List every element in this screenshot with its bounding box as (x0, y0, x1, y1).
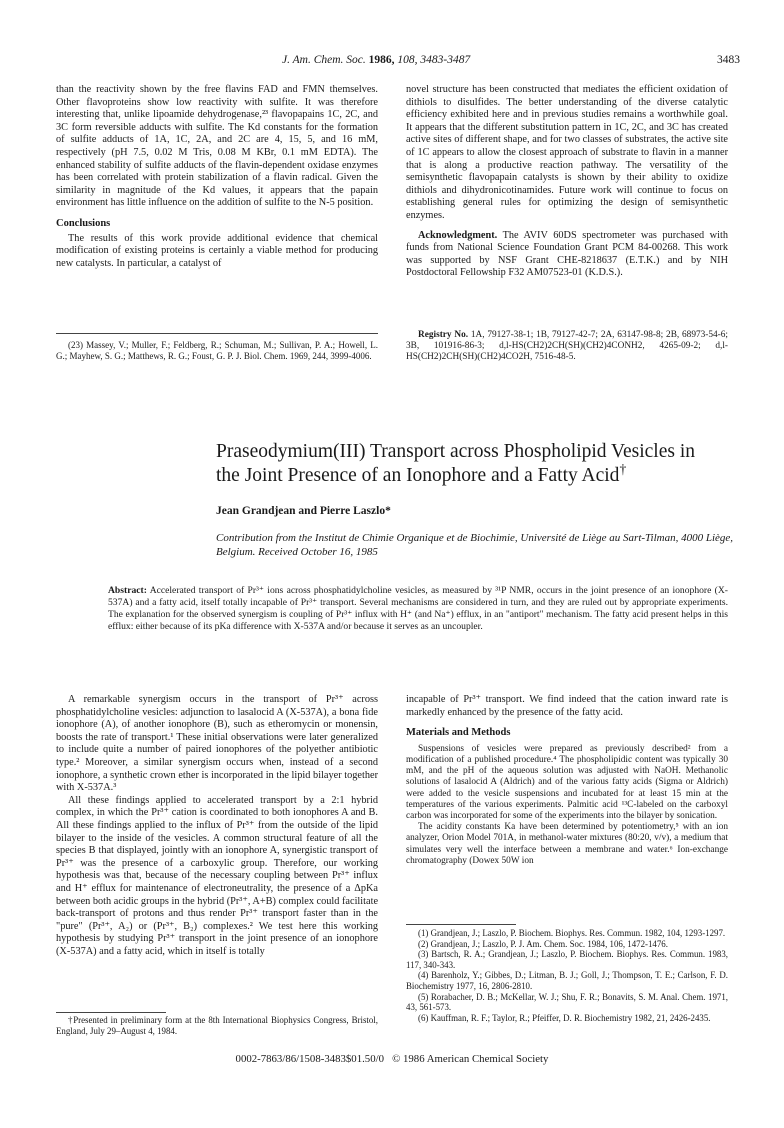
journal-citation: J. Am. Chem. Soc. 1986, 108, 3483-3487 (282, 54, 471, 66)
conclusions-paragraph: The results of this work provide additional evidence that chemical modification of existing proteins is certainly a viable method for producing new catalysts. In particular, a catalyst of (56, 232, 378, 269)
page-number: 3483 (717, 54, 740, 66)
reference-item: (3) Bartsch, R. A.; Grandjean, J.; Laszlo, P. Biochem. Biophys. Res. Commun. 1983, 117, 340-343. (406, 949, 728, 970)
affiliation: Contribution from the Institut de Chimie Organique et de Biochimie, Université de Liège au Sart-Tilman, 4000 Liège, Belgium. Received October 16, 1985 (216, 532, 734, 558)
registry-numbers: Registry No. 1A, 79127-38-1; 1B, 79127-42-7; 2A, 63147-98-8; 2B, 68973-54-6; 3B, 101916-86-3; d,l-HS(CH2)2CH(SH)(CH2)4CONH2, 4265-09-2; d,l-HS(CH2)2CH(SH)(CH2)4CO2H, 7516-48-5. (406, 330, 728, 363)
abstract: Abstract: Accelerated transport of Pr³⁺ ions across phosphatidylcholine vesicles, as measured by ³¹P NMR, occurs in the joint presence of an ionophore (X-537A) and a fatty acid, itself totally incapable of Pr³⁺ transport. Several mechanisms are considered in turn, and they are ruled out by appropriate experiments. The explanation for the observed synergism is coupling of Pr³⁺ influx with H⁺ (and Na⁺) efflux, in an "antiport" mechanism. The fatty acid present helps in this efflux: either because of its pKa difference with X-537A and/or because it serves as an uncoupler. (108, 585, 728, 632)
prev-article-paragraph-right: novel structure has been constructed that mediates the efficient oxidation of dithiols to disulfides. The better understanding of the diverse catalytic efficiency exhibited here and in previous studies remains a worthwhile goal. It appears that the different substitution pattern in 1C, 2C, and 3C has created active sites of different shape, and for two classes of substrates, the active site of 1C appears to allow the closest approach of substrate to flavin in a manner that is along a productive reaction pathway. The versatility of the semisynthetic flavopapain catalysts is shown by their ability to oxidize dithiols and dihydronicotinamides. Future work will continue to focus on establishing general rules for optimizing the design of semisynthetic enzymes. (406, 84, 728, 221)
authors: Jean Grandjean and Pierre Laszlo* (216, 505, 391, 517)
methods-text: Suspensions of vesicles were prepared as previously described² from a modification of a published procedure.⁴ The phospholipidic content was typically 30 mM, and the pH of the aqueous solution was adjusted with NaOH. Methanolic solutions of lasalocid A (Aldrich) and of the various fatty acids (Sigma or Aldrich) were added to the vesicle suspensions and incubated for at least 15 min at the temperatures of the various experiments. Palmitic acid ¹³C-labeled on the carboxyl carbon was incorporated for some of the experiments into the bilayer by sonication. The acidity constants Ka have been determined by potentiometry,⁵ with an ion analyzer, Orion Model 701A, in methanol-water mixtures (80:20, v/v), a medium that simulates very well the interface between a membrane and water.⁶ Ion-exchange chromatography (Dowex 50W ion (406, 743, 728, 866)
conclusions-heading: Conclusions (56, 217, 111, 229)
reference-item: (1) Grandjean, J.; Laszlo, P. Biochem. Biophys. Res. Commun. 1982, 104, 1293-1297. (418, 928, 726, 938)
dagger-footnote: †Presented in preliminary form at the 8th International Biophysics Congress, Bristol, England, July 29–August 4, 1984. (56, 1015, 378, 1036)
article-title: Praseodymium(III) Transport across Phospholipid Vesicles in the Joint Presence of an Ionophore and a Fatty Acid† (216, 441, 695, 486)
abstract-label: Abstract: (108, 585, 147, 596)
body-paragraph: incapable of Pr³⁺ transport. We find indeed that the cation inward rate is markedly enhanced by the presence of the fatty acid. (406, 694, 728, 718)
footnote-divider (56, 333, 378, 334)
reference-item: (2) Grandjean, J.; Laszlo, P. J. Am. Chem. Soc. 1984, 106, 1472-1476. (418, 938, 668, 949)
footnote-divider (406, 924, 516, 925)
prev-article-paragraph: than the reactivity shown by the free flavins FAD and FMN themselves. Other flavoproteins show low reactivity with sulfite. It was therefore interesting that, unlike lipoamide dehydrogenase,²³ flavopapains 1C, 2C, and 3C form reversible adducts with sulfite. The Kd constants for the formation of sulfite adducts of 1A, 1C, 2A, and 2C are 4, 15, 5, and 16 mM, respectively (pH 7.5, 0.02 M Tris, 0.08 M KBr, 0.1 mM EDTA). The enhanced stability of sulfite adducts of the flavin-dependent oxidase enzymes has been correlated with protein stabilization of a flavin radical. Given the similarity in magnitude of the Kd values, it appears that the papain environment has little influence on the addition of sulfite to the N-5 position. (56, 84, 378, 209)
prev-article-right-column (406, 84, 728, 280)
footnote-divider (56, 1012, 166, 1013)
body-paragraph: A remarkable synergism occurs in the transport of Pr³⁺ across phosphatidylcholine vesicles: adjunction to lasalocid A (X-537A), a bona fide ionophore (A), of another ionophore (B), such as etheromycin or monensin, boosts the rate of transport.¹ These initial observations were later generalized to include quite a number of paired ionophores of the polyether antibiotic type.² Moreover, a similar synergism occurs when, instead of a second ionophore, a synthetic crown ether is incorporated in the lipid bilayer together with X-537A.³ (56, 694, 378, 794)
reference-list (406, 928, 728, 1023)
reference-item: (5) Rorabacher, D. B.; McKellar, W. J.; Shu, F. R.; Bonavits, S. M. Anal. Chem. 1971, 43, 561-573. (406, 991, 728, 1013)
footnote-23: (23) Massey, V.; Muller, F.; Feldberg, R.; Schuman, M.; Sullivan, P. A.; Howell, L. G.; Mayhew, S. G.; Matthews, R. G.; Foust, G. P. J. Biol. Chem. 1969, 244, 3999-4006. (56, 340, 378, 361)
reference-item: (4) Barenholz, Y.; Gibbes, D.; Litman, B. J.; Goll, J.; Thompson, T. E.; Carlson, F. D. Biochemistry 1977, 16, 2806-2810. (406, 970, 728, 991)
copyright-notice: © 1986 American Chemical Society (392, 1053, 549, 1065)
reference-item: (6) Kauffman, R. F.; Taylor, R.; Pfeiffer, D. R. Biochemistry 1982, 21, 2426-2435. (418, 1012, 711, 1023)
body-paragraph: All these findings applied to accelerated transport by a 2:1 hybrid complex, in which the Pr³⁺ cation is coordinated to both ionophores A and B. All these findings applied to the influx of Pr³⁺ from the outside of the lipid bilayer to the inside of the vesicles. A common structural feature of all the species B that displayed, jointly with an ionophore A, synergistic transport of Pr³⁺ was the presence of a carboxylic group. Therefore, our working hypothesis was that, because of the necessary coupling between Pr³⁺ influx and H⁺ efflux for maintenance of electroneutrality, the presence of a ΔpKa between both acidic groups in the hybrid (Pr³⁺, A+B) complex could facilitate back-transport of protons and thus render Pr³⁺ transport faster than in the "pure" (Pr³⁺, A₂) or (Pr³⁺, B₂) complexes.² We test here this working hypothesis by studying Pr³⁺ transport in the joint presence of an ionophore (X-537A) and a fatty acid, which in itself is totally (56, 794, 379, 957)
body-left-column (56, 694, 378, 958)
methods-heading: Materials and Methods (406, 727, 511, 739)
page-footer (0, 1053, 784, 1065)
running-header (0, 54, 784, 70)
acknowledgment-paragraph: Acknowledgment. The AVIV 60DS spectrometer was purchased with funds from National Science Foundation Grant PCM 84-00268. This work was supported by NSF Grant CHE-8218637 (E.T.K.) and by NIH Postdoctoral Fellowship F32 AM07523-01 (K.D.S.). (406, 229, 728, 279)
prev-article-left-column (56, 84, 378, 270)
body-right-column (406, 694, 728, 867)
article-code: 0002-7863/86/1508-3483$01.50/0 (235, 1053, 384, 1065)
acknowledgment-heading: Acknowledgment. (418, 229, 498, 241)
